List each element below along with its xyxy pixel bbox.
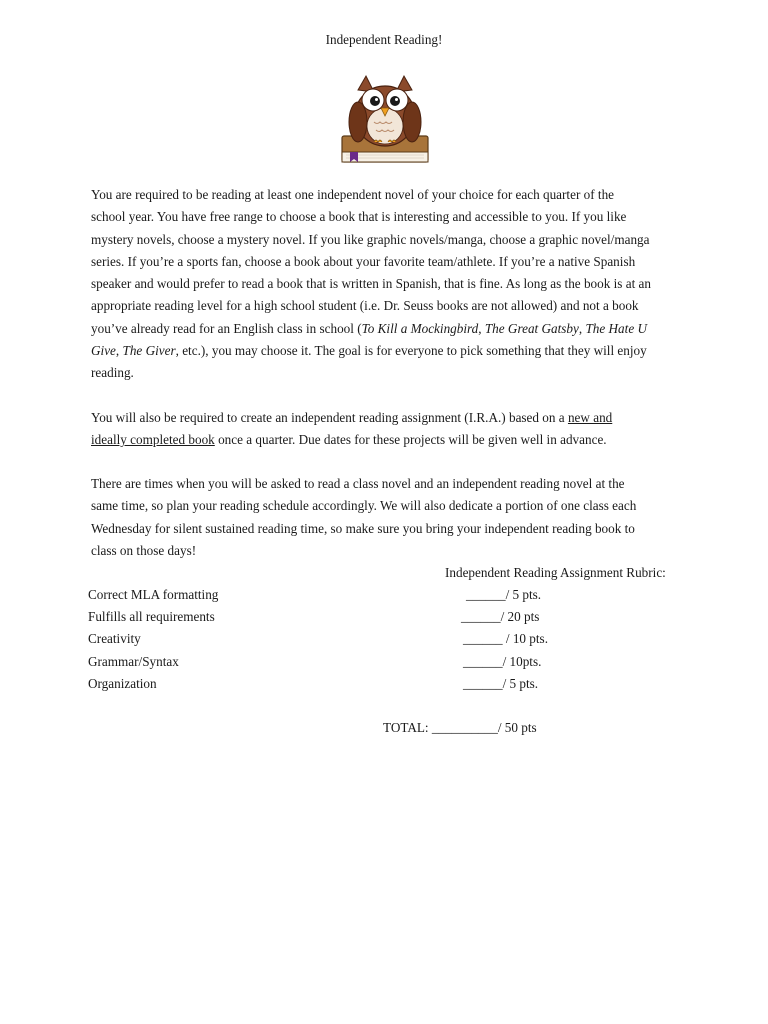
text-line: reading. [91,365,134,381]
text-line [91,318,691,340]
rubric-label: Correct MLA formatting [88,587,219,602]
text-line: series. If you’re a sports fan, choose a book about your favorite team/athlete. If you’re a native Spanish [91,253,636,269]
page-title: Independent Reading! [325,32,443,47]
text-fragment: , etc.), you may choose it. The goal is for everyone to pick something that they will enjoy [175,343,647,359]
rubric-title: Independent Reading Assignment Rubric: [445,565,666,580]
text-line: speaker and would prefer to read a book that is written in Spanish, that is fine. As long as the book is at an [91,276,651,292]
text-fragment: , [578,320,586,336]
rubric-total: TOTAL: __________/ 50 pts [383,720,537,735]
book-title: Give [91,343,116,359]
underlined-text: new and [567,410,613,425]
text-fragment: , [478,320,485,336]
rubric-score: ______/ 20 pts [461,609,540,624]
text-line: same time, so plan your reading schedule accordingly. We will also dedicate a portion of one class each [91,498,637,514]
text-line: class on those days! [91,542,197,558]
rubric-label: Fulfills all requirements [88,609,215,624]
rubric-score: ______/ 5 pts. [463,676,539,691]
intro-paragraph [91,184,691,385]
text-line: You are required to be reading at least one independent novel of your choice for each quarter of the [91,187,615,202]
rubric-label: Grammar/Syntax [88,654,179,669]
text-line: school year. You have free range to choose a book that is interesting and accessible to you. If you like [91,209,627,225]
underlined-text: ideally completed book [91,432,215,448]
rubric-score: ______ / 10 pts. [463,631,548,646]
text-fragment: You will also be required to create an independent reading assignment (I.R.A.) based on a [91,410,568,425]
rubric-label: Creativity [88,631,141,646]
text-fragment: , [115,343,123,359]
text-fragment: once a quarter. Due dates for these projects will be given well in advance. [214,432,607,448]
rubric-label: Organization [88,676,157,691]
text-line: appropriate reading level for a high school student (i.e. Dr. Seuss books are not allowed) and not a book [91,298,639,314]
text-line [91,340,691,362]
owl-on-book-icon [336,70,434,166]
text-line [91,407,691,429]
book-title: The Giver [122,343,176,359]
assignment-paragraph [91,407,691,452]
text-line: Wednesday for silent sustained reading time, so make sure you bring your independent reading book to [91,520,635,536]
rubric-score: ______/ 5 pts. [466,587,542,602]
text-line [91,429,691,451]
book-title: The Great Gatsby [484,320,579,336]
schedule-paragraph [91,473,691,562]
text-line: There are times when you will be asked to read a class novel and an independent reading novel at the [91,476,625,491]
text-line: mystery novels, choose a mystery novel. If you like graphic novels/manga, choose a graphic novel/manga [91,231,650,247]
rubric-score: ______/ 10pts. [463,654,542,669]
book-title: To Kill a Mockingbird [361,320,479,336]
text-fragment: you’ve already read for an English class in school ( [91,320,362,336]
book-title: The Hate U [585,320,647,336]
